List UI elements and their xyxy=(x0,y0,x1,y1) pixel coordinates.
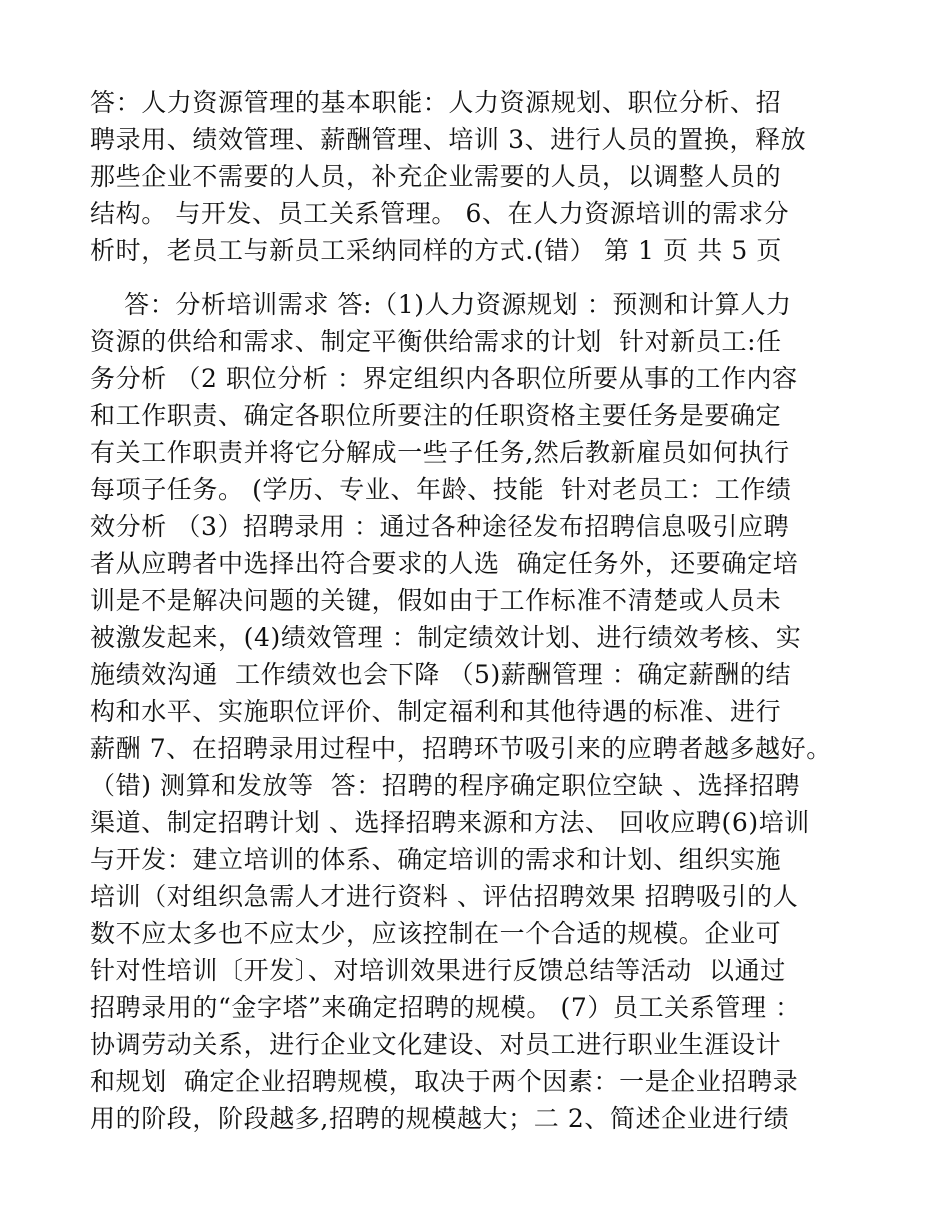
text-line: 训是不是解决问题的关键，假如由于工作标准不清楚或人员未 xyxy=(90,586,782,615)
text-line: 薪酬 7、在招聘录用过程中，招聘环节吸引来的应聘者越多越好。 xyxy=(90,734,832,763)
text-line: 聘录用、绩效管理、薪酬管理、培训 3、进行人员的置换，释放 xyxy=(90,125,807,154)
text-line: 资源的供给和需求、制定平衡供给需求的计划 针对新员工:任 xyxy=(90,327,782,356)
text-line: 务分析 （2 职位分析 ：界定组织内各职位所要从事的工作内容 xyxy=(90,364,798,393)
text-line: 者从应聘者中选择出符合要求的人选 确定任务外，还要确定培 xyxy=(90,549,799,578)
text-line: 渠道、制定招聘计划 、选择招聘来源和方法、 回收应聘(6)培训 xyxy=(90,808,810,837)
text-line: 有关工作职责并将它分解成一些子任务,然后教新雇员如何执行 xyxy=(90,438,790,467)
text-line: （错) 测算和发放等 答：招聘的程序确定职位空缺 、选择招聘 xyxy=(90,771,801,800)
text-line: 被激发起来，(4)绩效管理 ：制定绩效计划、进行绩效考核、实 xyxy=(90,623,802,652)
text-line: 答：分析培训需求 答:（1)人力资源规划 ：预测和计算人力 xyxy=(90,290,792,319)
text-line: 构和水平、实施职位评价、制定福利和其他待遇的标准、进行 xyxy=(90,697,782,726)
text-line: 每项子任务。 (学历、专业、年龄、技能 针对老员工：工作绩 xyxy=(90,475,792,504)
text-line: 与开发：建立培训的体系、确定培训的需求和计划、组织实施 xyxy=(90,845,782,874)
text-line: 用的阶段，阶段越多,招聘的规模越大；二 2、简述企业进行绩 xyxy=(90,1104,790,1133)
text-line: 结构。 与开发、员工关系管理。 6、在人力资源培训的需求分 xyxy=(90,199,790,228)
text-line: 和规划 确定企业招聘规模，取决于两个因素：一是企业招聘录 xyxy=(90,1067,799,1096)
text-line: 答：人力资源管理的基本职能：人力资源规划、职位分析、招 xyxy=(90,88,782,117)
text-line: 效分析 （3）招聘录用 ：通过各种途径发布招聘信息吸引应聘 xyxy=(90,512,790,541)
text-line: 招聘录用的“金字塔”来确定招聘的规模。 (7）员工关系管理 ： xyxy=(90,993,801,1022)
text-line: 施绩效沟通 工作绩效也会下降 （5)薪酬管理 ：确定薪酬的结 xyxy=(90,660,792,689)
text-line: 和工作职责、确定各职位所要注的任职资格主要任务是要确定 xyxy=(90,401,782,430)
text-line: 析时，老员工与新员工采纳同样的方式.(错） 第 1 页 共 5 页 xyxy=(90,236,782,265)
text-line: 针对性培训〔开发〕、对培训效果进行反馈总结等活动 以通过 xyxy=(90,956,786,985)
text-line: 那些企业不需要的人员，补充企业需要的人员，以调整人员的 xyxy=(90,162,782,191)
text-line: 数不应太多也不应太少，应该控制在一个合适的规模。企业可 xyxy=(90,919,782,948)
text-line: 协调劳动关系，进行企业文化建设、对员工进行职业生涯设计 xyxy=(90,1030,782,1059)
text-line: 培训（对组织急需人才进行资料 、评估招聘效果 招聘吸引的人 xyxy=(90,882,799,911)
